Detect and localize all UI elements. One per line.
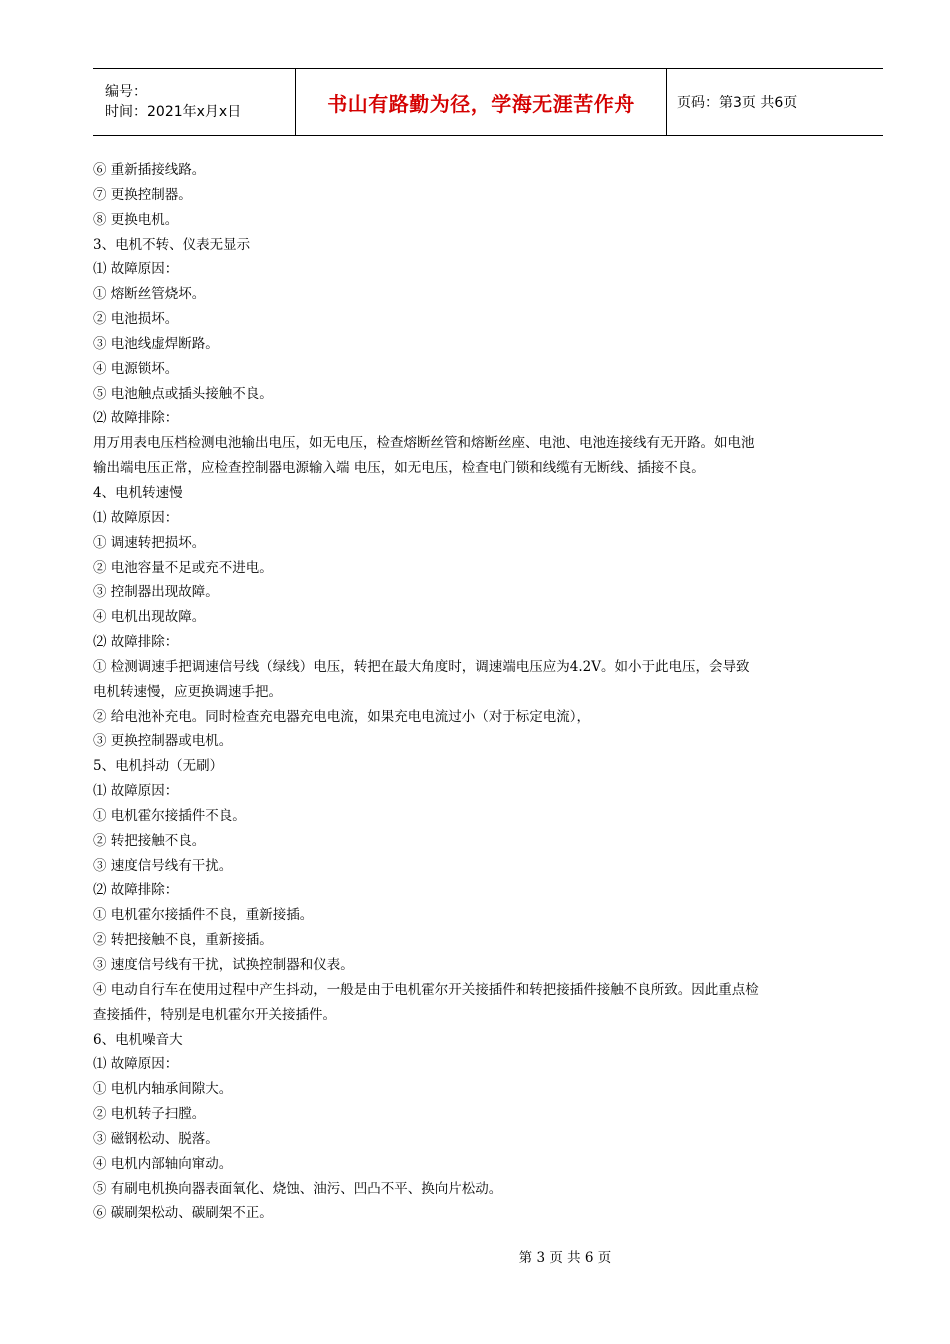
body-line: ④ 电机内部轴向窜动。: [93, 1155, 233, 1172]
page-label: 页码：第3页 共6页: [677, 95, 798, 111]
body-line: 查接插件，特别是电机霍尔开关接插件。: [93, 1006, 336, 1023]
code-label: 编号：: [105, 84, 147, 100]
body-line: ④ 电机出现故障。: [93, 609, 206, 626]
body-line: ② 给电池补充电。同时检查充电器充电电流，如果充电电流过小（对于标定电流），: [93, 708, 591, 725]
body-line: 5、电机抖动（无刷）: [93, 758, 224, 775]
body-line: ① 电机霍尔接插件不良，重新接插。: [93, 907, 314, 924]
body-line: ② 电机转子扫膛。: [93, 1106, 206, 1123]
body-line: ② 转把接触不良。: [93, 832, 206, 849]
body-line: ② 电池容量不足或充不进电。: [93, 559, 273, 576]
body-line: ① 电机内轴承间隙大。: [93, 1081, 233, 1098]
header-page-info: [667, 69, 883, 135]
body-line: 电机转速慢，应更换调速手把。: [93, 683, 282, 700]
body-line: ⑤ 有刷电机换向器表面氧化、烧蚀、油污、凹凸不平、换向片松动。: [93, 1180, 503, 1197]
body-line: ③ 电池线虚焊断路。: [93, 335, 219, 352]
body-line: ⑵ 故障排除：: [93, 634, 179, 651]
body-line: ⑵ 故障排除：: [93, 410, 179, 427]
body-line: ③ 磁钢松动、脱落。: [93, 1130, 219, 1147]
body-line: ② 转把接触不良，重新接插。: [93, 932, 273, 949]
body-line: ③ 更换控制器或电机。: [93, 733, 233, 750]
body-line: ④ 电源锁坏。: [93, 360, 179, 377]
document-header: [93, 68, 883, 136]
body-line: ⑴ 故障原因：: [93, 509, 179, 526]
body-line: ⑵ 故障排除：: [93, 882, 179, 899]
body-line: ⑴ 故障原因：: [93, 783, 179, 800]
body-line: ⑦ 更换控制器。: [93, 186, 192, 203]
body-line: ⑧ 更换电机。: [93, 211, 179, 228]
page-footer: 第 3 页 共 6 页: [518, 1250, 612, 1266]
body-line: 6、电机噪音大: [93, 1031, 183, 1048]
body-line: ⑥ 碳刷架松动、碳刷架不正。: [93, 1205, 273, 1222]
body-line: 输出端电压正常，应检查控制器电源输入端 电压，如无电压，检查电门锁和线缆有无断线、插接不良。: [93, 460, 705, 477]
body-line: 4、电机转速慢: [93, 484, 183, 501]
body-line: ③ 控制器出现故障。: [93, 584, 219, 601]
header-motto: [295, 69, 667, 135]
body-line: ① 调速转把损坏。: [93, 534, 206, 551]
body-line: ⑴ 故障原因：: [93, 261, 179, 278]
body-line: 用万用表电压档检测电池输出电压，如无电压，检查熔断丝管和熔断丝座、电池、电池连接线有无开路。如电池: [93, 435, 755, 452]
body-line: 3、电机不转、仪表无显示: [93, 236, 251, 253]
body-line: ⑥ 重新插接线路。: [93, 162, 206, 178]
body-line: ⑤ 电池触点或插头接触不良。: [93, 385, 273, 402]
time-label: 时间：2021年x月x日: [105, 104, 242, 120]
body-line: ④ 电动自行车在使用过程中产生抖动，一般是由于电机霍尔开关接插件和转把接插件接触不良所致。因此重点检: [93, 981, 759, 998]
header-meta: [93, 69, 295, 135]
body-line: ① 检测调速手把调速信号线（绿线）电压，转把在最大角度时，调速端电压应为4.2V。如小于此电压，会导致: [93, 658, 750, 675]
body-line: ③ 速度信号线有干扰，试换控制器和仪表。: [93, 957, 354, 973]
body-line: ① 电机霍尔接插件不良。: [93, 807, 246, 824]
body-line: ③ 速度信号线有干扰。: [93, 857, 233, 874]
document-body: [93, 158, 883, 1226]
motto-text: 书山有路勤为径，学海无涯苦作舟: [327, 91, 635, 116]
body-line: ⑴ 故障原因：: [93, 1056, 179, 1073]
body-line: ② 电池损坏。: [93, 311, 179, 328]
body-line: ① 熔断丝管烧坏。: [93, 286, 206, 303]
